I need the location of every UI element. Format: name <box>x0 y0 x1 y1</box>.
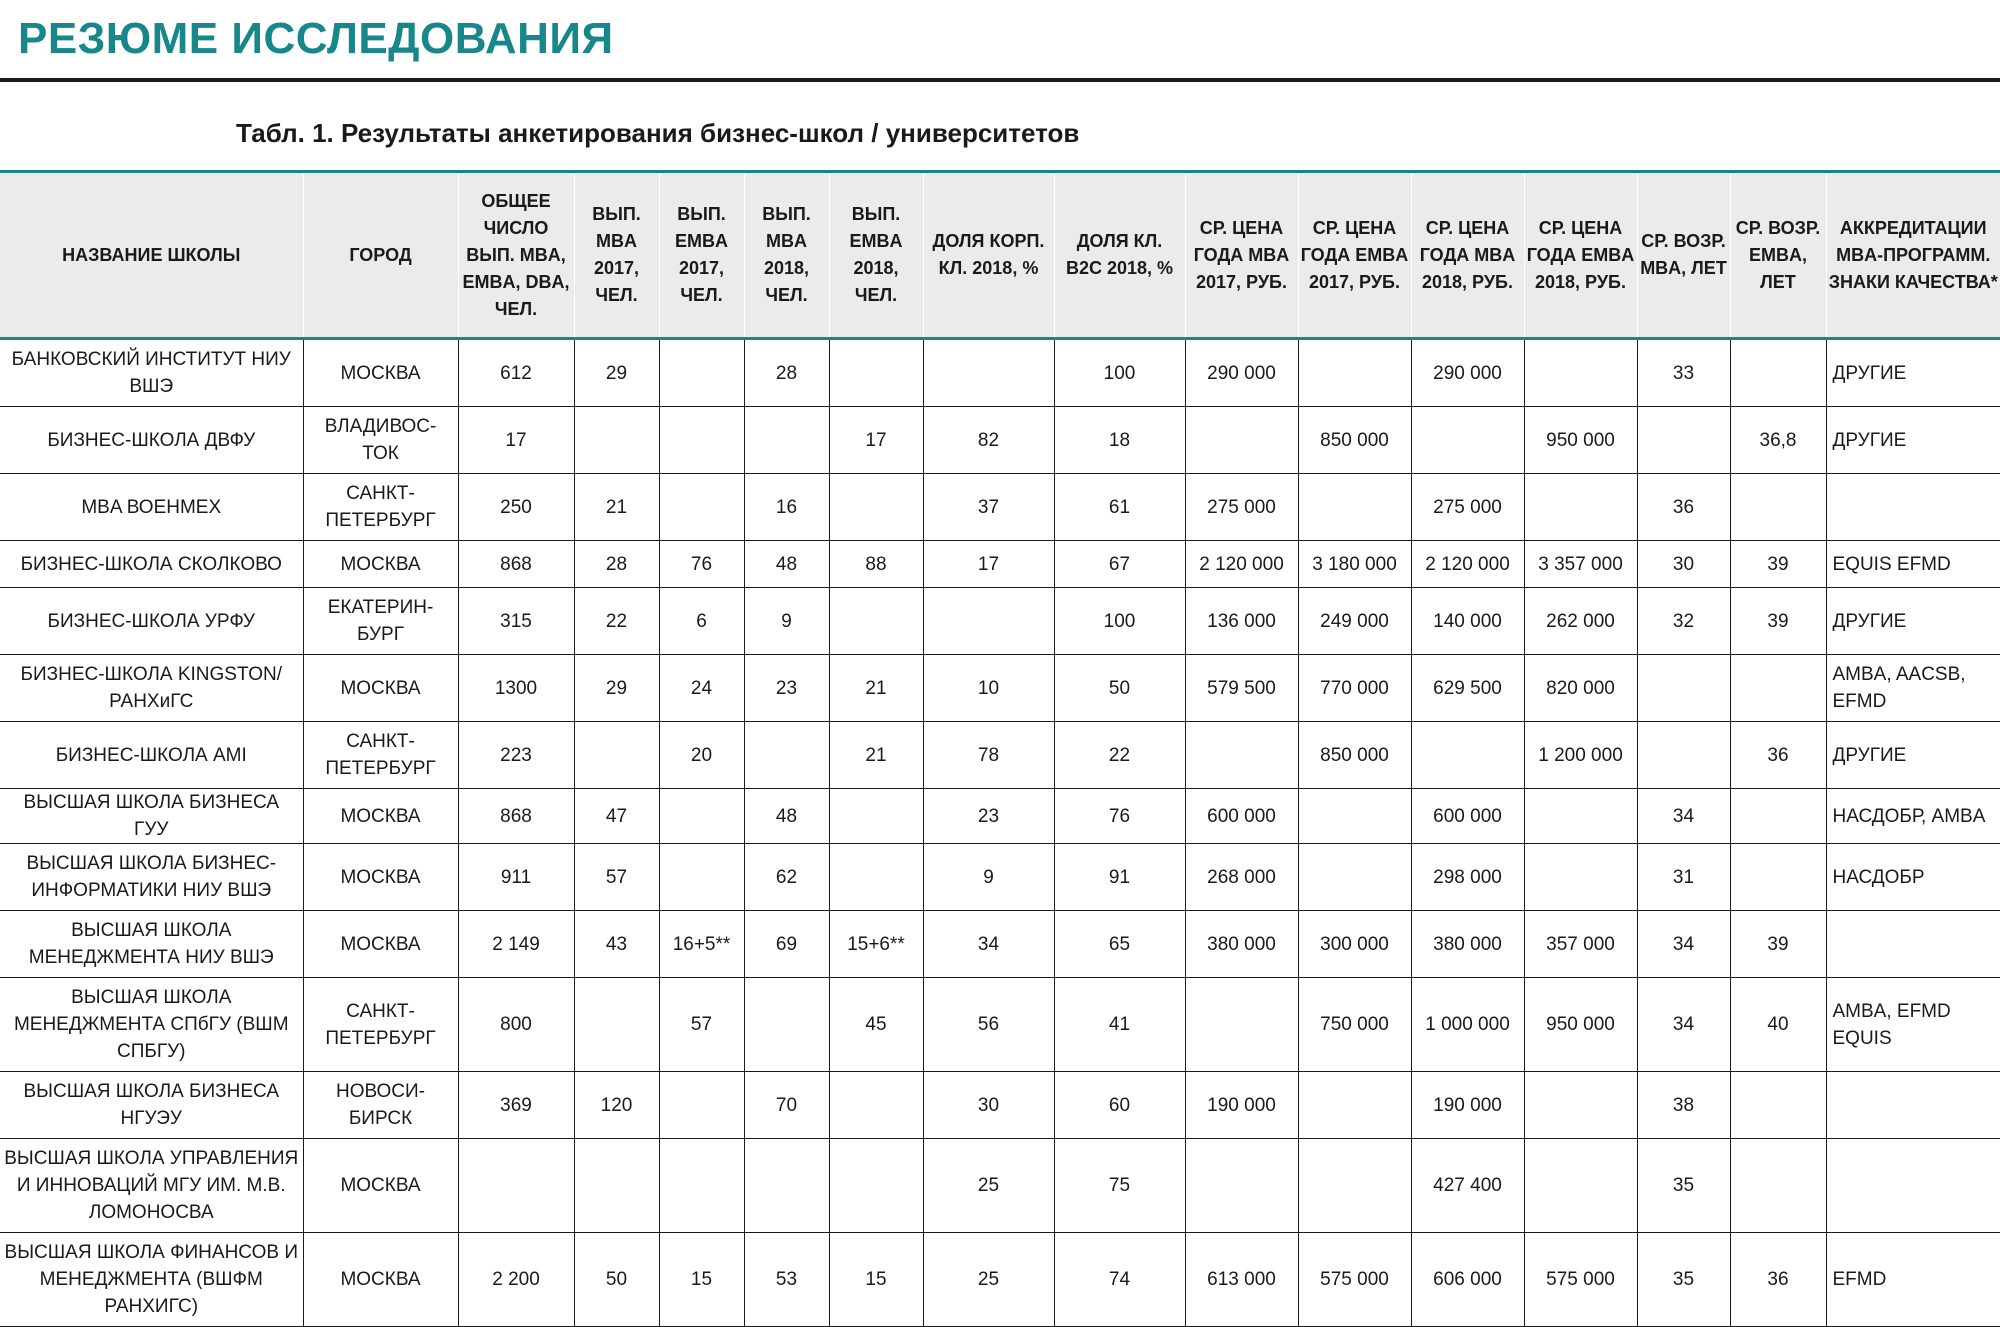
table-cell <box>1524 339 1637 407</box>
table-cell: 600 000 <box>1185 789 1298 844</box>
table-row <box>0 911 2000 978</box>
table-cell: 223 <box>458 722 574 789</box>
table-cell <box>1730 655 1826 722</box>
table-cell: 3 357 000 <box>1524 541 1637 588</box>
table-cell <box>1185 407 1298 474</box>
table-cell: 249 000 <box>1298 588 1411 655</box>
table-cell <box>1298 1072 1411 1139</box>
table-cell <box>1524 1072 1637 1139</box>
table-cell: 35 <box>1637 1139 1730 1233</box>
table-cell: 300 000 <box>1298 911 1411 978</box>
table-row <box>0 588 2000 655</box>
table-cell: 315 <box>458 588 574 655</box>
table-cell <box>923 339 1054 407</box>
school-name-cell: ВЫСШАЯ ШКОЛА ФИНАНСОВ И МЕНЕДЖМЕНТА (ВШФМ РАНХИГС) <box>0 1233 303 1327</box>
school-name-cell: БИЗНЕС-ШКОЛА СКОЛКОВО <box>0 541 303 588</box>
table-cell <box>659 474 744 541</box>
table-cell: 41 <box>1054 978 1185 1072</box>
table-cell: 30 <box>1637 541 1730 588</box>
table-cell: 75 <box>1054 1139 1185 1233</box>
table-cell: 15+6** <box>829 911 923 978</box>
accreditation-cell <box>1826 1139 2000 1233</box>
table-cell: 629 500 <box>1411 655 1524 722</box>
table-cell: 40 <box>1730 978 1826 1072</box>
table-cell: 82 <box>923 407 1054 474</box>
table-cell <box>1637 407 1730 474</box>
table-cell: 427 400 <box>1411 1139 1524 1233</box>
table-cell: 575 000 <box>1298 1233 1411 1327</box>
accreditation-cell: EQUIS EFMD <box>1826 541 2000 588</box>
school-name-cell: ВЫСШАЯ ШКОЛА БИЗНЕСА НГУЭУ <box>0 1072 303 1139</box>
table-cell: 24 <box>659 655 744 722</box>
table-cell <box>923 588 1054 655</box>
table-cell: 298 000 <box>1411 844 1524 911</box>
table-cell: 65 <box>1054 911 1185 978</box>
table-cell: 17 <box>458 407 574 474</box>
table-caption: Табл. 1. Результаты анкетирования бизнес-школ / университетов <box>236 118 1080 148</box>
city-cell: САНКТ-ПЕТЕРБУРГ <box>303 474 458 541</box>
table-cell: 136 000 <box>1185 588 1298 655</box>
table-cell: 18 <box>1054 407 1185 474</box>
school-name-cell: БИЗНЕС-ШКОЛА ДВФУ <box>0 407 303 474</box>
table-cell: 15 <box>659 1233 744 1327</box>
table-cell <box>1730 789 1826 844</box>
table-cell: 600 000 <box>1411 789 1524 844</box>
table-cell: 380 000 <box>1411 911 1524 978</box>
table-cell <box>659 844 744 911</box>
city-cell: САНКТ-ПЕТЕРБУРГ <box>303 722 458 789</box>
city-cell: САНКТ-ПЕТЕРБУРГ <box>303 978 458 1072</box>
table-cell: 20 <box>659 722 744 789</box>
column-header: ВЫП. EMBA 2017, ЧЕЛ. <box>659 172 744 339</box>
accreditation-cell <box>1826 1072 2000 1139</box>
table-cell: 39 <box>1730 588 1826 655</box>
school-name-cell: ВЫСШАЯ ШКОЛА МЕНЕДЖМЕНТА НИУ ВШЭ <box>0 911 303 978</box>
accreditation-cell: AMBA, EFMD EQUIS <box>1826 978 2000 1072</box>
table-cell <box>829 588 923 655</box>
city-cell: МОСКВА <box>303 1233 458 1327</box>
table-cell <box>574 1139 659 1233</box>
table-cell: 88 <box>829 541 923 588</box>
table-cell: 45 <box>829 978 923 1072</box>
table-cell: 50 <box>1054 655 1185 722</box>
city-cell: МОСКВА <box>303 339 458 407</box>
table-cell: 67 <box>1054 541 1185 588</box>
column-header: ОБЩЕЕ ЧИСЛО ВЫП. MBA, EMBA, DBA, ЧЕЛ. <box>458 172 574 339</box>
table-cell <box>744 722 829 789</box>
table-cell <box>1730 1139 1826 1233</box>
table-cell: 357 000 <box>1524 911 1637 978</box>
accreditation-cell: ДРУГИЕ <box>1826 588 2000 655</box>
table-cell <box>1730 474 1826 541</box>
city-cell: МОСКВА <box>303 789 458 844</box>
table-row <box>0 1139 2000 1233</box>
table-cell: 750 000 <box>1298 978 1411 1072</box>
city-cell: НОВОСИ-БИРСК <box>303 1072 458 1139</box>
table-cell: 275 000 <box>1411 474 1524 541</box>
table-cell: 23 <box>744 655 829 722</box>
table-cell: 61 <box>1054 474 1185 541</box>
table-cell: 74 <box>1054 1233 1185 1327</box>
table-cell: 62 <box>744 844 829 911</box>
column-header: СР. ВОЗР. MBA, ЛЕТ <box>1637 172 1730 339</box>
table-cell: 100 <box>1054 588 1185 655</box>
table-cell: 950 000 <box>1524 978 1637 1072</box>
accreditation-cell: EFMD <box>1826 1233 2000 1327</box>
school-name-cell: БАНКОВСКИЙ ИНСТИТУТ НИУ ВШЭ <box>0 339 303 407</box>
table-cell: 36 <box>1637 474 1730 541</box>
table-cell: 39 <box>1730 541 1826 588</box>
table-cell: 36,8 <box>1730 407 1826 474</box>
table-cell: 78 <box>923 722 1054 789</box>
table-cell: 69 <box>744 911 829 978</box>
table-cell: 140 000 <box>1411 588 1524 655</box>
table-cell: 369 <box>458 1072 574 1139</box>
school-name-cell: ВЫСШАЯ ШКОЛА БИЗНЕСА ГУУ <box>0 789 303 844</box>
table-cell: 57 <box>659 978 744 1072</box>
school-name-cell: БИЗНЕС-ШКОЛА AMI <box>0 722 303 789</box>
table-cell: 15 <box>829 1233 923 1327</box>
table-cell: 850 000 <box>1298 722 1411 789</box>
city-cell: ЕКАТЕРИН-БУРГ <box>303 588 458 655</box>
table-cell: 28 <box>744 339 829 407</box>
table-cell: 820 000 <box>1524 655 1637 722</box>
table-cell: 850 000 <box>1298 407 1411 474</box>
table-cell <box>1524 844 1637 911</box>
table-cell <box>744 978 829 1072</box>
school-name-cell: ВЫСШАЯ ШКОЛА УПРАВЛЕНИЯ И ИННОВАЦИЙ МГУ ИМ. М.В. ЛОМОНОСВА <box>0 1139 303 1233</box>
school-name-cell: ВЫСШАЯ ШКОЛА БИЗНЕС-ИНФОРМАТИКИ НИУ ВШЭ <box>0 844 303 911</box>
table-cell: 9 <box>923 844 1054 911</box>
table-cell: 3 180 000 <box>1298 541 1411 588</box>
table-row <box>0 407 2000 474</box>
table-cell: 48 <box>744 789 829 844</box>
table-cell: 868 <box>458 789 574 844</box>
table-cell <box>1637 655 1730 722</box>
table-cell: 34 <box>1637 978 1730 1072</box>
table-cell: 70 <box>744 1072 829 1139</box>
column-header: ВЫП. MBA 2017, ЧЕЛ. <box>574 172 659 339</box>
table-cell <box>1524 1139 1637 1233</box>
table-cell: 9 <box>744 588 829 655</box>
accreditation-cell: AMBA, AACSB, EFMD <box>1826 655 2000 722</box>
table-cell: 57 <box>574 844 659 911</box>
table-cell: 770 000 <box>1298 655 1411 722</box>
table-cell: 190 000 <box>1411 1072 1524 1139</box>
table-cell: 1 200 000 <box>1524 722 1637 789</box>
table-cell: 34 <box>1637 789 1730 844</box>
column-header: СР. ЦЕНА ГОДА MBA 2018, РУБ. <box>1411 172 1524 339</box>
table-cell <box>1411 407 1524 474</box>
table-cell: 29 <box>574 339 659 407</box>
table-cell: 34 <box>1637 911 1730 978</box>
table-cell: 31 <box>1637 844 1730 911</box>
table-cell: 268 000 <box>1185 844 1298 911</box>
table-cell: 22 <box>1054 722 1185 789</box>
table-row <box>0 1072 2000 1139</box>
column-header: СР. ЦЕНА ГОДА EMBA 2017, РУБ. <box>1298 172 1411 339</box>
page-title: РЕЗЮМЕ ИССЛЕДОВАНИЯ <box>18 14 614 63</box>
table-cell: 17 <box>829 407 923 474</box>
table-cell: 38 <box>1637 1072 1730 1139</box>
column-header: ВЫП. EMBA 2018, ЧЕЛ. <box>829 172 923 339</box>
city-cell: МОСКВА <box>303 844 458 911</box>
table-cell <box>744 407 829 474</box>
table-cell: 100 <box>1054 339 1185 407</box>
table-cell: 28 <box>574 541 659 588</box>
column-header: СР. ЦЕНА ГОДА MBA 2017, РУБ. <box>1185 172 1298 339</box>
table-cell <box>659 1072 744 1139</box>
table-cell: 32 <box>1637 588 1730 655</box>
table-cell: 911 <box>458 844 574 911</box>
table-cell <box>1185 1139 1298 1233</box>
school-name-cell: БИЗНЕС-ШКОЛА УРФУ <box>0 588 303 655</box>
table-cell: 21 <box>574 474 659 541</box>
table-cell: 2 200 <box>458 1233 574 1327</box>
table-cell: 2 149 <box>458 911 574 978</box>
table-cell: 250 <box>458 474 574 541</box>
table-cell: 575 000 <box>1524 1233 1637 1327</box>
table-cell: 190 000 <box>1185 1072 1298 1139</box>
table-cell: 25 <box>923 1233 1054 1327</box>
table-cell: 612 <box>458 339 574 407</box>
table-row <box>0 844 2000 911</box>
table-cell: 606 000 <box>1411 1233 1524 1327</box>
column-header: ВЫП. MBA 2018, ЧЕЛ. <box>744 172 829 339</box>
column-header: СР. ЦЕНА ГОДА EMBA 2018, РУБ. <box>1524 172 1637 339</box>
table-cell: 10 <box>923 655 1054 722</box>
table-cell: 16 <box>744 474 829 541</box>
table-cell: 76 <box>1054 789 1185 844</box>
accreditation-cell: НАСДОБР, AMBA <box>1826 789 2000 844</box>
table-cell: 33 <box>1637 339 1730 407</box>
table-row <box>0 474 2000 541</box>
table-cell <box>1730 844 1826 911</box>
table-cell: 22 <box>574 588 659 655</box>
table-cell <box>1524 474 1637 541</box>
table-cell: 43 <box>574 911 659 978</box>
table-cell: 25 <box>923 1139 1054 1233</box>
table-cell: 290 000 <box>1411 339 1524 407</box>
header-row <box>0 172 2000 339</box>
city-cell: МОСКВА <box>303 911 458 978</box>
table-row <box>0 978 2000 1072</box>
table-cell: 34 <box>923 911 1054 978</box>
table-cell: 21 <box>829 722 923 789</box>
accreditation-cell <box>1826 911 2000 978</box>
table-cell: 21 <box>829 655 923 722</box>
column-header: ДОЛЯ КЛ. B2C 2018, % <box>1054 172 1185 339</box>
title-divider <box>0 78 2000 82</box>
table-cell: 800 <box>458 978 574 1072</box>
table-cell <box>458 1139 574 1233</box>
table-cell: 36 <box>1730 1233 1826 1327</box>
table-cell <box>1411 722 1524 789</box>
table-cell: 53 <box>744 1233 829 1327</box>
table-cell <box>659 1139 744 1233</box>
table-cell: 56 <box>923 978 1054 1072</box>
table-cell: 60 <box>1054 1072 1185 1139</box>
table-cell <box>1185 978 1298 1072</box>
table-cell: 120 <box>574 1072 659 1139</box>
table-cell: 23 <box>923 789 1054 844</box>
table-cell: 868 <box>458 541 574 588</box>
table-cell: 48 <box>744 541 829 588</box>
table-cell: 29 <box>574 655 659 722</box>
table-cell <box>1298 1139 1411 1233</box>
table-cell <box>659 789 744 844</box>
city-cell: ВЛАДИВОС-ТОК <box>303 407 458 474</box>
table-cell <box>1298 474 1411 541</box>
table-cell: 950 000 <box>1524 407 1637 474</box>
table-cell: 579 500 <box>1185 655 1298 722</box>
table-cell: 262 000 <box>1524 588 1637 655</box>
table-cell <box>1524 789 1637 844</box>
table-cell: 275 000 <box>1185 474 1298 541</box>
table-cell: 30 <box>923 1072 1054 1139</box>
table-row <box>0 789 2000 844</box>
table-cell <box>574 722 659 789</box>
table-cell: 1300 <box>458 655 574 722</box>
table-cell <box>829 844 923 911</box>
table-cell: 47 <box>574 789 659 844</box>
table-cell <box>829 474 923 541</box>
table-cell: 37 <box>923 474 1054 541</box>
table-row <box>0 655 2000 722</box>
table-cell: 76 <box>659 541 744 588</box>
table-cell <box>1298 844 1411 911</box>
table-cell: 380 000 <box>1185 911 1298 978</box>
accreditation-cell <box>1826 474 2000 541</box>
accreditation-cell: ДРУГИЕ <box>1826 722 2000 789</box>
results-table <box>0 170 2000 1327</box>
city-cell: МОСКВА <box>303 655 458 722</box>
column-header: ДОЛЯ КОРП. КЛ. 2018, % <box>923 172 1054 339</box>
table-cell <box>659 407 744 474</box>
column-header: СР. ВОЗР. EMBA, ЛЕТ <box>1730 172 1826 339</box>
table-cell: 39 <box>1730 911 1826 978</box>
accreditation-cell: ДРУГИЕ <box>1826 339 2000 407</box>
table-cell: 35 <box>1637 1233 1730 1327</box>
table-cell <box>1730 1072 1826 1139</box>
table-cell <box>829 789 923 844</box>
table-cell: 16+5** <box>659 911 744 978</box>
table-body <box>0 339 2000 1327</box>
table-cell: 17 <box>923 541 1054 588</box>
table-cell: 50 <box>574 1233 659 1327</box>
table-cell: 1 000 000 <box>1411 978 1524 1072</box>
table-cell: 36 <box>1730 722 1826 789</box>
table-cell: 91 <box>1054 844 1185 911</box>
table-row <box>0 722 2000 789</box>
table-row <box>0 541 2000 588</box>
accreditation-cell: ДРУГИЕ <box>1826 407 2000 474</box>
table-cell <box>829 339 923 407</box>
city-cell: МОСКВА <box>303 1139 458 1233</box>
school-name-cell: MBA ВОЕНМЕХ <box>0 474 303 541</box>
accreditation-cell: НАСДОБР <box>1826 844 2000 911</box>
table-cell <box>1185 722 1298 789</box>
school-name-cell: БИЗНЕС-ШКОЛА KINGSTON/РАНХиГС <box>0 655 303 722</box>
table-cell <box>574 978 659 1072</box>
table-cell <box>829 1072 923 1139</box>
city-cell: МОСКВА <box>303 541 458 588</box>
table-row <box>0 1233 2000 1327</box>
table-cell <box>744 1139 829 1233</box>
table-cell: 613 000 <box>1185 1233 1298 1327</box>
table-cell: 6 <box>659 588 744 655</box>
table-cell <box>829 1139 923 1233</box>
column-header: ГОРОД <box>303 172 458 339</box>
table-cell <box>1298 789 1411 844</box>
table-cell: 290 000 <box>1185 339 1298 407</box>
table-cell: 2 120 000 <box>1185 541 1298 588</box>
school-name-cell: ВЫСШАЯ ШКОЛА МЕНЕДЖМЕНТА СПбГУ (ВШМ СПБГУ) <box>0 978 303 1072</box>
table-cell: 2 120 000 <box>1411 541 1524 588</box>
column-header: НАЗВАНИЕ ШКОЛЫ <box>0 172 303 339</box>
table-cell <box>574 407 659 474</box>
table-row <box>0 339 2000 407</box>
column-header: АККРЕДИТАЦИИ MBA-ПРОГРАММ. ЗНАКИ КАЧЕСТВА* <box>1826 172 2000 339</box>
table-cell <box>1637 722 1730 789</box>
table-cell <box>1730 339 1826 407</box>
table-cell <box>1298 339 1411 407</box>
table-cell <box>659 339 744 407</box>
